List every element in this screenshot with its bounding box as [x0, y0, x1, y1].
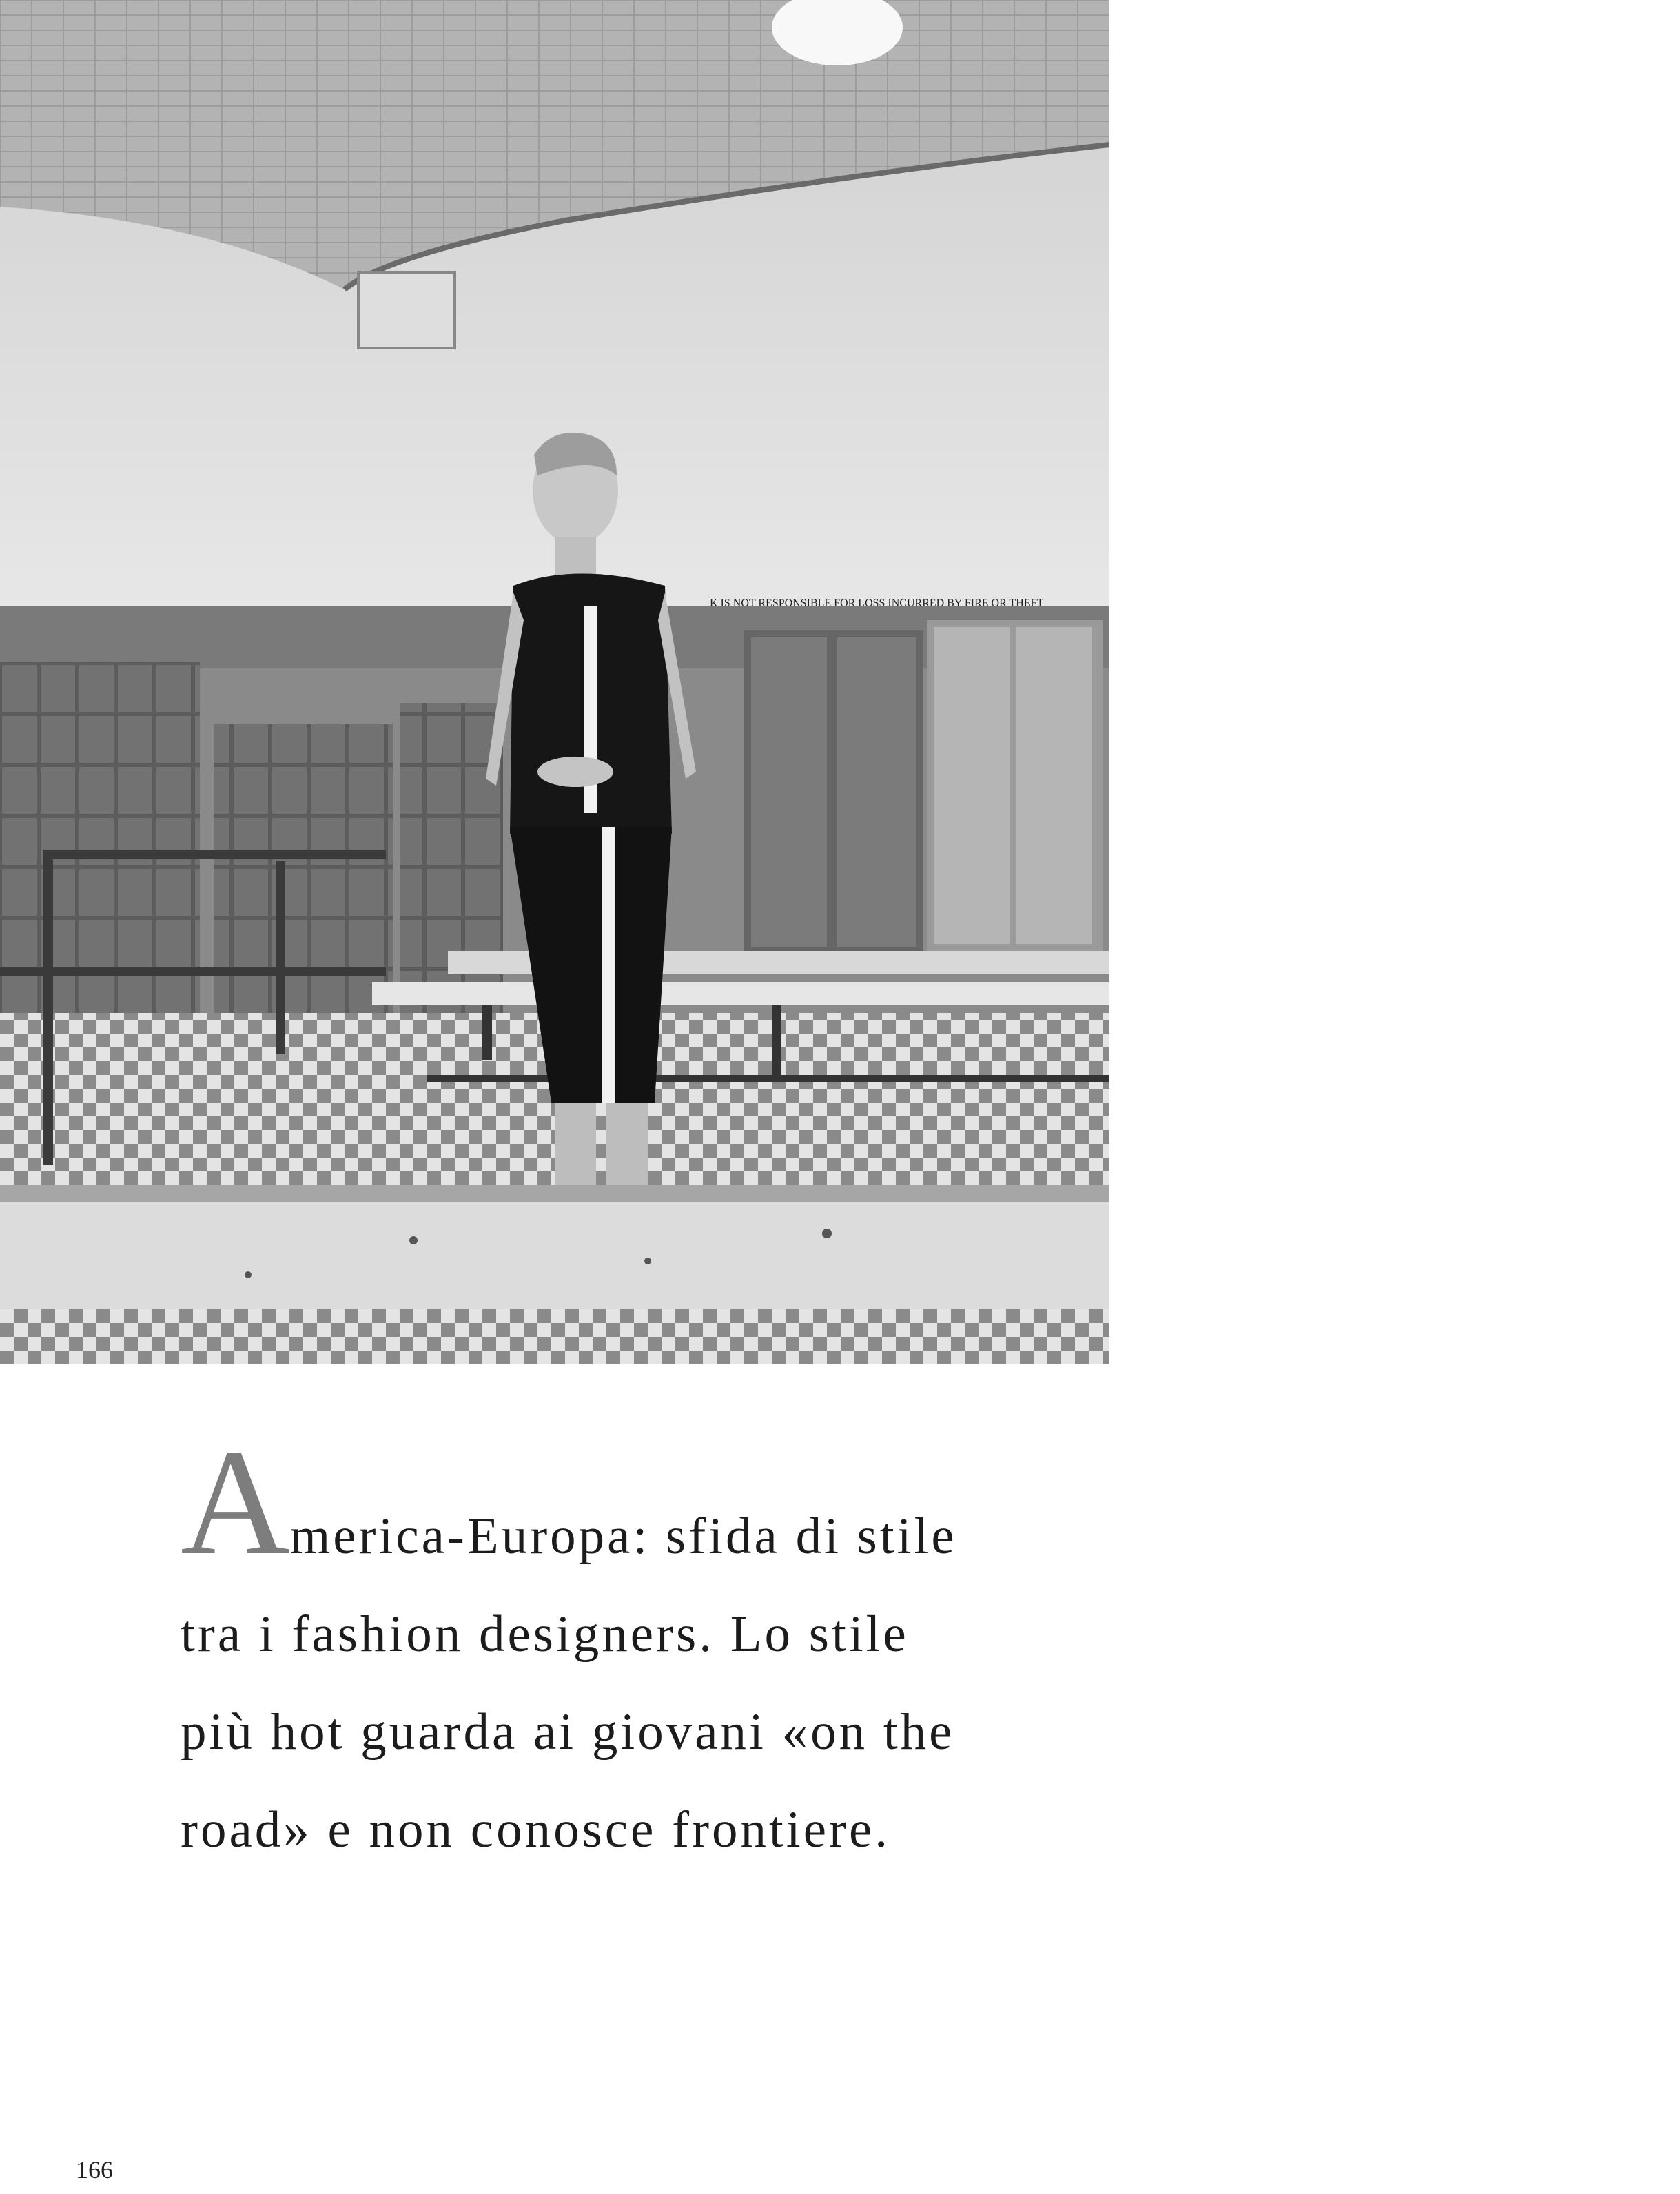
- drop-cap: A: [181, 1418, 290, 1586]
- page-number: 166: [76, 2156, 113, 2184]
- wall-sign: K IS NOT RESPONSIBLE FOR LOSS INCURRED BY FIRE OR THEFT: [710, 597, 1044, 609]
- intro-line-3: più hot guarda ai giovani «on the: [181, 1703, 955, 1761]
- locker-room-photo: [0, 0, 1109, 1364]
- intro-line-4: road» e non conosce frontiere.: [181, 1801, 891, 1858]
- photo-illustration: [0, 0, 1109, 1364]
- intro-line-1-text: merica-Europa: sfida di stile: [289, 1508, 957, 1565]
- intro-line-1: [181, 1418, 1159, 1586]
- intro-paragraph: [181, 1418, 1159, 1879]
- intro-line-2: tra i fashion designers. Lo stile: [181, 1606, 909, 1663]
